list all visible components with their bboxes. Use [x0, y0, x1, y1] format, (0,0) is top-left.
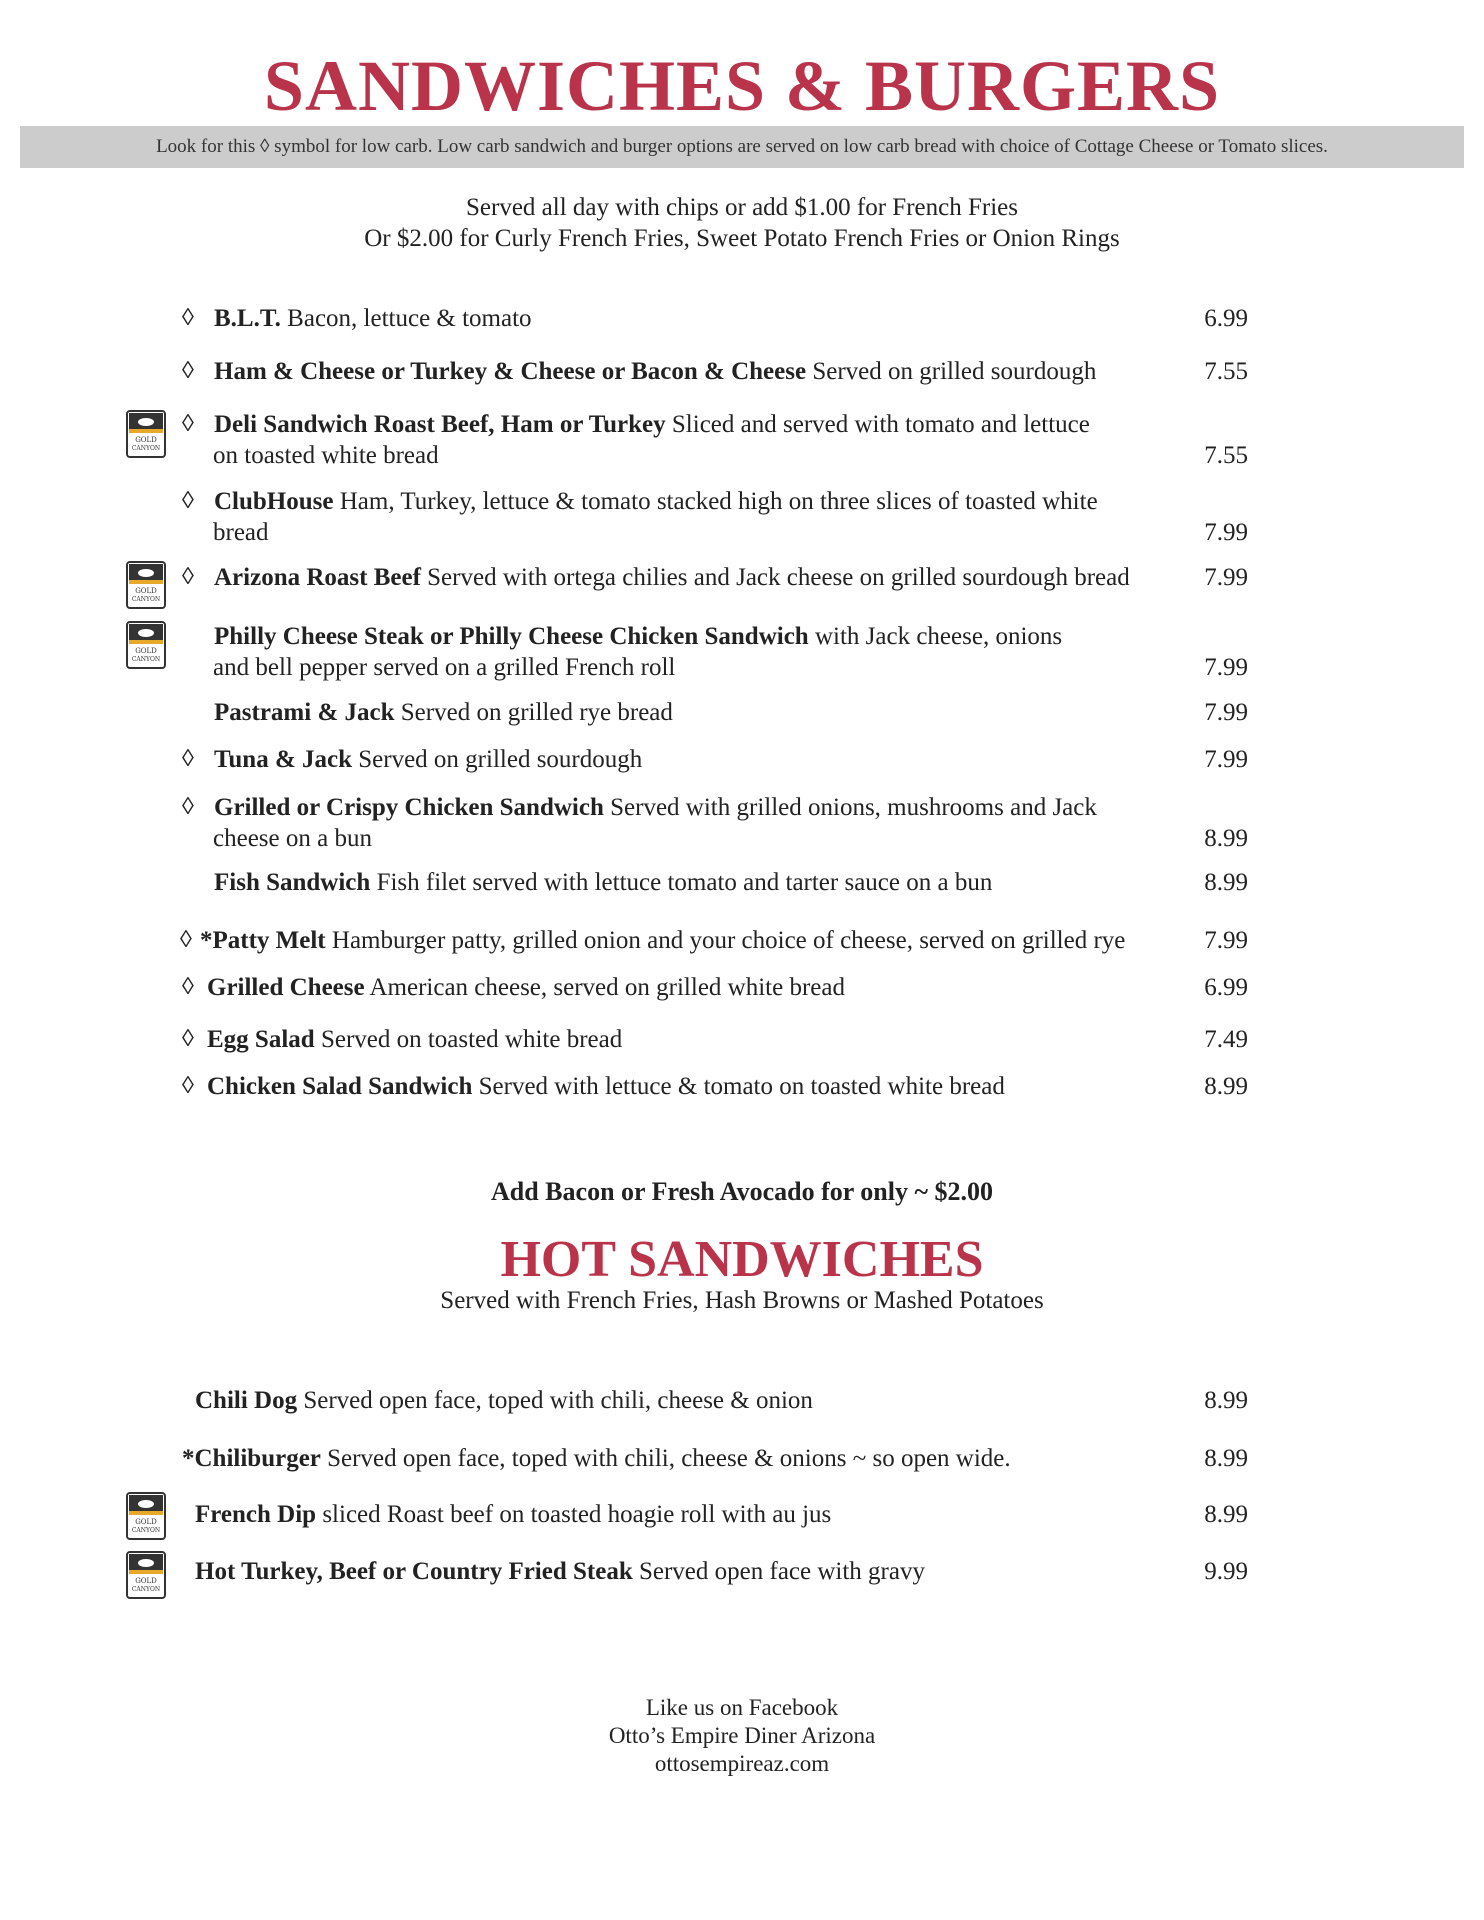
- logo-text: CANYON: [131, 656, 161, 663]
- footer-website[interactable]: ottosempireaz.com: [654, 1751, 830, 1776]
- item-price: 8.99: [1204, 869, 1248, 896]
- logo-text: CANYON: [131, 445, 161, 452]
- item-description-line2: cheese on a bun: [213, 825, 372, 852]
- item-description-line2: bread: [213, 519, 269, 546]
- item-price: 8.99: [1204, 1387, 1248, 1414]
- item-price: 8.99: [1204, 1501, 1248, 1528]
- gold-canyon-logo-icon: [126, 621, 166, 669]
- item-name: Pastrami & Jack: [214, 699, 395, 726]
- item-description: Served on toasted white bread: [314, 1026, 623, 1053]
- item-name: Hot Turkey, Beef or Country Fried Steak: [195, 1558, 633, 1585]
- item-description: Served open face, toped with chili, cheese & onion: [297, 1387, 813, 1414]
- item-price: 7.99: [1204, 654, 1248, 681]
- gold-canyon-logo-icon: [126, 1551, 166, 1599]
- logo-text: GOLD: [135, 587, 157, 595]
- logo-text: GOLD: [135, 1577, 157, 1585]
- item-name: Egg Salad: [207, 1026, 315, 1053]
- item-description: Served on grilled rye bread: [394, 699, 673, 726]
- gold-canyon-logo-icon: [126, 1492, 166, 1540]
- item-price: 6.99: [1204, 305, 1248, 332]
- item-price: 8.99: [1204, 825, 1248, 852]
- item-description: Served on grilled sourdough: [806, 358, 1097, 385]
- item-name: Ham & Cheese or Turkey & Cheese or Bacon & Cheese: [214, 358, 807, 385]
- served-note-line2: Or $2.00 for Curly French Fries, Sweet Potato French Fries or Onion Rings: [364, 225, 1120, 252]
- item-name: *Chiliburger: [182, 1445, 321, 1472]
- low-carb-diamond-icon: ◊: [182, 488, 194, 514]
- item-description: Served open face, toped with chili, cheese & onions ~ so open wide.: [320, 1445, 1011, 1472]
- logo-text: GOLD: [135, 436, 157, 444]
- item-description: sliced Roast beef on toasted hoagie roll with au jus: [316, 1501, 832, 1528]
- item-name: French Dip: [195, 1501, 317, 1528]
- item-name: Grilled or Crispy Chicken Sandwich: [214, 794, 604, 821]
- item-price: 6.99: [1204, 974, 1248, 1001]
- item-price: 7.99: [1204, 746, 1248, 773]
- item-name: B.L.T.: [214, 305, 281, 332]
- item-name: Deli Sandwich Roast Beef, Ham or Turkey: [214, 411, 666, 438]
- low-carb-diamond-icon: ◊: [182, 1026, 194, 1052]
- low-carb-diamond-icon: ◊: [182, 564, 194, 590]
- page-title: SANDWICHES & BURGERS: [263, 46, 1221, 126]
- item-price: 7.99: [1204, 519, 1248, 546]
- low-carb-diamond-icon: ◊: [182, 358, 194, 384]
- item-price: 8.99: [1204, 1445, 1248, 1472]
- item-price: 8.99: [1204, 1073, 1248, 1100]
- footer-facebook: Like us on Facebook: [645, 1695, 839, 1720]
- item-description-line2: on toasted white bread: [213, 442, 439, 469]
- item-price: 7.55: [1204, 358, 1248, 385]
- low-carb-note: Look for this ◊ symbol for low carb. Low carb sandwich and burger options are served on low carb bread with choice of Cottage Cheese or Tomato slices.: [20, 126, 1464, 168]
- low-carb-diamond-icon: ◊: [182, 746, 194, 772]
- logo-text: CANYON: [131, 1586, 161, 1593]
- item-description: Served with lettuce & tomato on toasted white bread: [472, 1073, 1005, 1100]
- item-price: 9.99: [1204, 1558, 1248, 1585]
- item-price: 7.55: [1204, 442, 1248, 469]
- low-carb-diamond-icon: ◊: [182, 305, 194, 331]
- footer-name: Otto’s Empire Diner Arizona: [608, 1723, 876, 1748]
- logo-text: GOLD: [135, 1518, 157, 1526]
- logo-text: CANYON: [131, 1527, 161, 1534]
- item-name: Arizona Roast Beef: [214, 564, 421, 591]
- item-description: Served on grilled sourdough: [352, 746, 643, 773]
- item-description: American cheese, served on grilled white bread: [364, 974, 845, 1001]
- hot-sandwiches-title: HOT SANDWICHES: [500, 1231, 984, 1288]
- item-price: 7.49: [1204, 1026, 1248, 1053]
- item-description: Hamburger patty, grilled onion and your choice of cheese, served on grilled rye: [325, 927, 1126, 954]
- item-name: Chili Dog: [195, 1387, 298, 1414]
- served-note-line1: Served all day with chips or add $1.00 for French Fries: [466, 194, 1018, 221]
- item-description: Sliced and served with tomato and lettuce: [665, 411, 1090, 438]
- item-name: Tuna & Jack: [214, 746, 353, 773]
- item-name: Grilled Cheese: [207, 974, 365, 1001]
- item-description-line2: and bell pepper served on a grilled French roll: [213, 654, 676, 681]
- item-description: Served with grilled onions, mushrooms and Jack: [603, 794, 1097, 821]
- add-on-note: Add Bacon or Fresh Avocado for only ~ $2.00: [490, 1177, 994, 1206]
- item-price: 7.99: [1204, 564, 1248, 591]
- item-price: 7.99: [1204, 927, 1248, 954]
- low-carb-diamond-icon: ◊: [182, 794, 194, 820]
- item-description: Bacon, lettuce & tomato: [280, 305, 532, 332]
- hot-sandwiches-subtitle: Served with French Fries, Hash Browns or Mashed Potatoes: [440, 1287, 1044, 1314]
- item-name: Chicken Salad Sandwich: [207, 1073, 473, 1100]
- item-name: Fish Sandwich: [214, 869, 371, 896]
- low-carb-diamond-icon: ◊: [182, 411, 194, 437]
- gold-canyon-logo-icon: [126, 561, 166, 609]
- item-price: 7.99: [1204, 699, 1248, 726]
- item-description: Fish filet served with lettuce tomato and tarter sauce on a bun: [370, 869, 993, 896]
- low-carb-diamond-icon: ◊: [182, 1073, 194, 1099]
- item-name: *Patty Melt: [200, 927, 326, 954]
- footer: [0, 1694, 1484, 1778]
- logo-text: GOLD: [135, 647, 157, 655]
- low-carb-diamond-icon: ◊: [182, 974, 194, 1000]
- item-name: Philly Cheese Steak or Philly Cheese Chicken Sandwich: [214, 623, 809, 650]
- low-carb-diamond-icon: ◊: [180, 927, 192, 953]
- item-description: Ham, Turkey, lettuce & tomato stacked high on three slices of toasted white: [333, 488, 1098, 515]
- logo-text: CANYON: [131, 596, 161, 603]
- gold-canyon-logo-icon: [126, 410, 166, 458]
- item-name: ClubHouse: [214, 488, 334, 515]
- item-description: Served open face with gravy: [632, 1558, 925, 1585]
- item-description: Served with ortega chilies and Jack cheese on grilled sourdough bread: [420, 564, 1130, 591]
- item-description: with Jack cheese, onions: [808, 623, 1063, 650]
